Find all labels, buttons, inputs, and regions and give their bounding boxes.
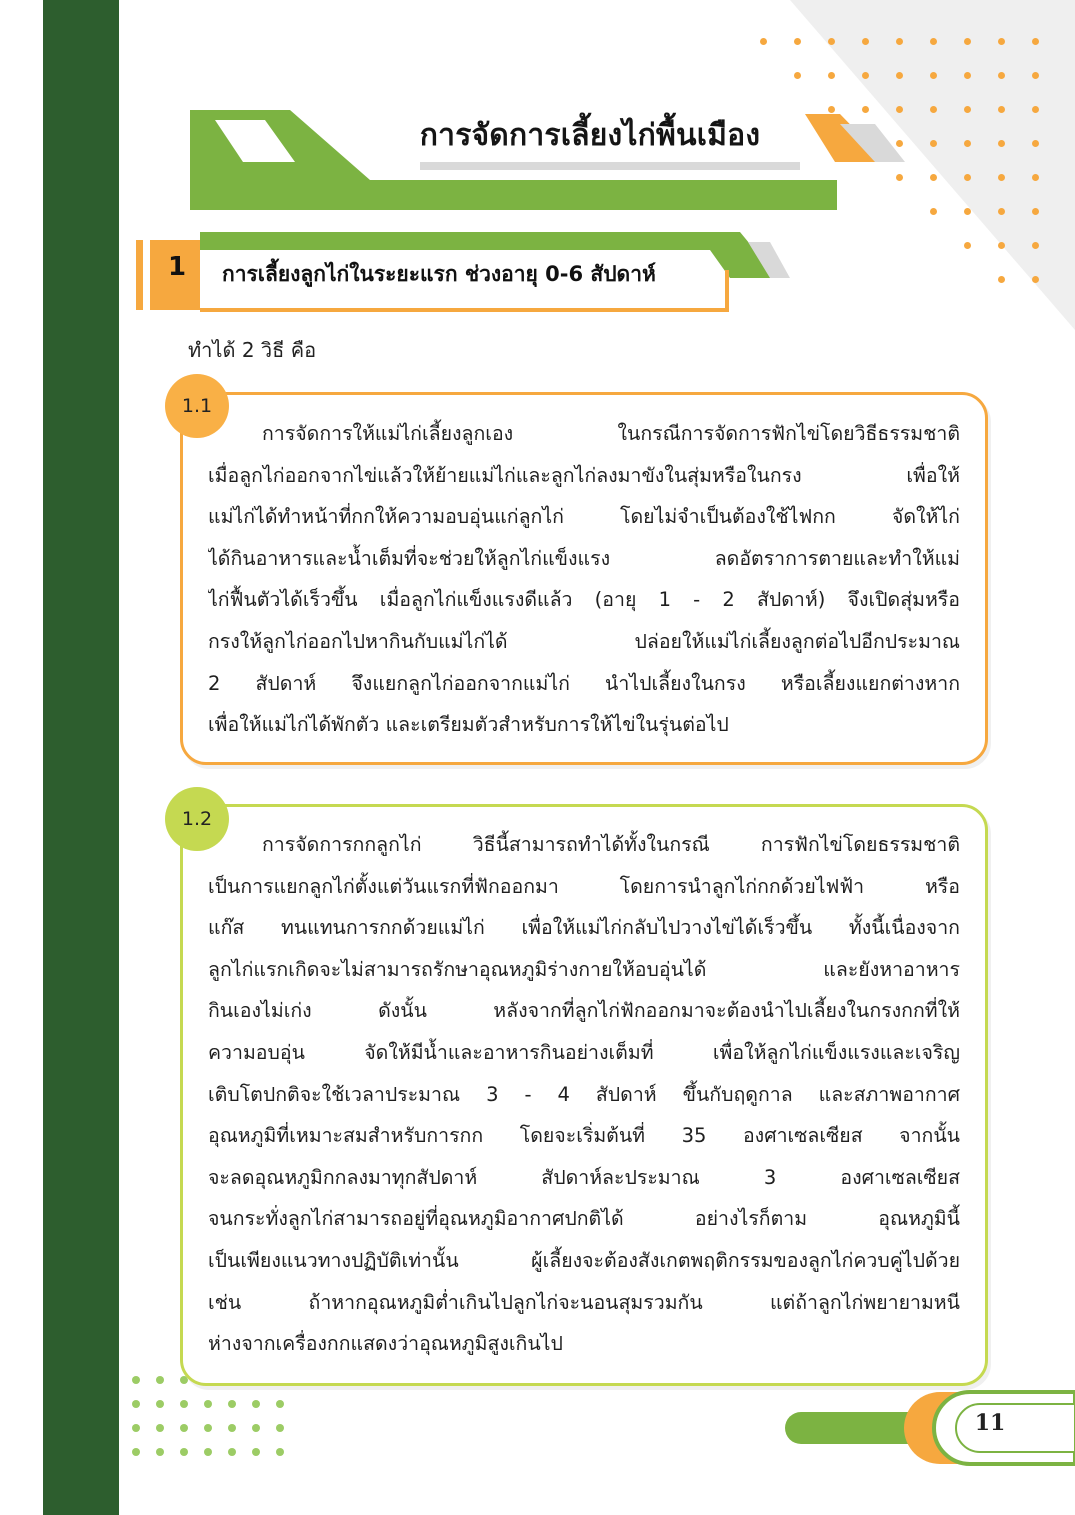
decor-dot: [964, 208, 971, 215]
page-number: 11: [974, 1410, 1006, 1436]
item-paragraph-1: [208, 413, 960, 746]
para-line: เช่น ถ้าหากอุณหภูมิต่ำเกินไปลูกไก่จะนอนสุมรวมกัน แต่ถ้าลูกไก่พยายามหนี: [208, 1290, 960, 1314]
decor-dot: [1032, 208, 1039, 215]
decor-dot: [1032, 276, 1039, 283]
decor-dot: [1032, 174, 1039, 181]
decor-dot: [1032, 106, 1039, 113]
decor-dot: [132, 1424, 140, 1432]
item-badge-2: 1.2: [165, 787, 229, 851]
item-badge-1: 1.1: [165, 374, 229, 438]
para-line: เมื่อลูกไก่ออกจากไข่แล้วให้ย้ายแม่ไก่และลูกไก่ลงมาขังในสุ่มหรือในกรง เพื่อให้: [208, 463, 960, 487]
decor-dot: [204, 1400, 212, 1408]
decor-dot: [1032, 72, 1039, 79]
decor-dot: [228, 1424, 236, 1432]
decor-dot: [930, 174, 937, 181]
decor-dot: [180, 1424, 188, 1432]
para-line: อุณหภูมิที่เหมาะสมสำหรับการกก โดยจะเริ่มต้นที่ 35 องศาเซลเซียส จากนั้น: [208, 1124, 960, 1148]
decor-dot: [964, 242, 971, 249]
decor-dot: [930, 106, 937, 113]
decor-dot: [998, 38, 1005, 45]
decor-dot: [964, 174, 971, 181]
decor-dot: [228, 1400, 236, 1408]
decor-dot: [252, 1424, 260, 1432]
para-line: เป็นการแยกลูกไก่ตั้งแต่วันแรกที่ฟักออกมา โดยการนำลูกไก่กกด้วยไฟฟ้า หรือ: [208, 874, 960, 898]
decor-dot: [156, 1400, 164, 1408]
page-title: การจัดการเลี้ยงไก่พื้นเมือง: [419, 118, 761, 153]
section-title: การเลี้ยงลูกไก่ในระยะแรก ช่วงอายุ 0-6 สัปดาห์: [222, 262, 656, 286]
decor-dot: [156, 1376, 164, 1384]
decor-dot: [828, 72, 835, 79]
decor-dot: [998, 242, 1005, 249]
decor-dot: [828, 38, 835, 45]
decor-dot: [794, 38, 801, 45]
decor-dot: [1032, 140, 1039, 147]
para-line: จนกระทั่งลูกไก่สามารถอยู่ที่อุณหภูมิอากาศปกติได้ อย่างไรก็ตาม อุณหภูมินี้: [208, 1207, 960, 1231]
para-line: เป็นเพียงแนวทางปฏิบัติเท่านั้น ผู้เลี้ยงจะต้องสังเกตพฤติกรรมของลูกไก่ควบคู่ไปด้วย: [208, 1248, 960, 1272]
intro-text: ทำได้ 2 วิธี คือ: [188, 338, 317, 362]
decor-dot: [156, 1424, 164, 1432]
decor-dot: [930, 208, 937, 215]
decor-dot: [180, 1400, 188, 1408]
decor-dot: [228, 1448, 236, 1456]
item-paragraph-2: [208, 824, 960, 1365]
para-line: เติบโตปกติจะใช้เวลาประมาณ 3 - 4 สัปดาห์ ขึ้นกับฤดูกาล และสภาพอากาศ: [208, 1082, 960, 1106]
decor-dot: [930, 38, 937, 45]
decor-dot: [276, 1448, 284, 1456]
decor-dot: [998, 72, 1005, 79]
decor-dot: [1032, 242, 1039, 249]
decor-dot: [930, 72, 937, 79]
decor-dot: [132, 1376, 140, 1384]
left-green-bar: [43, 0, 119, 1515]
decor-dot: [862, 72, 869, 79]
decor-dot: [132, 1448, 140, 1456]
decor-dot: [896, 72, 903, 79]
decor-dot: [132, 1400, 140, 1408]
decor-dot: [204, 1448, 212, 1456]
decor-dot: [998, 140, 1005, 147]
decor-dot: [896, 38, 903, 45]
para-line: ความอบอุ่น จัดให้มีน้ำและอาหารกินอย่างเต็มที่ เพื่อให้ลูกไก่แข็งแรงและเจริญ: [208, 1040, 960, 1064]
decor-dot: [998, 276, 1005, 283]
decor-dot: [1032, 38, 1039, 45]
para-line: ห่างจากเครื่องกกแสดงว่าอุณหภูมิสูงเกินไป: [208, 1332, 563, 1356]
page-number-graphic: [780, 1388, 1075, 1468]
para-line: 2 สัปดาห์ จึงแยกลูกไก่ออกจากแม่ไก่ นำไปเลี้ยงในกรง หรือเลี้ยงแยกต่างหาก: [208, 671, 960, 695]
decor-dot: [998, 174, 1005, 181]
para-line: แก๊ส ทนแทนการกกด้วยแม่ไก่ เพื่อให้แม่ไก่กลับไปวางไข่ได้เร็วขึ้น ทั้งนี้เนื่องจาก: [208, 916, 960, 940]
decor-dot: [760, 38, 767, 45]
decor-dot: [964, 106, 971, 113]
decor-dot: [180, 1448, 188, 1456]
para-line: ไก่ฟื้นตัวได้เร็วขึ้น เมื่อลูกไก่แข็งแรงดีแล้ว (อายุ 1 - 2 สัปดาห์) จึงเปิดสุ่มหรือ: [208, 588, 960, 612]
decor-dot: [252, 1400, 260, 1408]
decor-dot: [964, 72, 971, 79]
decor-dot: [930, 140, 937, 147]
para-line: ได้กินอาหารและน้ำเต็มที่จะช่วยให้ลูกไก่แข็งแรง ลดอัตราการตายและทำให้แม่: [208, 546, 960, 570]
para-line: จะลดอุณหภูมิกกลงมาทุกสัปดาห์ สัปดาห์ละประมาณ 3 องศาเซลเซียส: [208, 1165, 960, 1189]
decor-dot: [276, 1424, 284, 1432]
decor-dot: [964, 140, 971, 147]
decor-dot: [204, 1424, 212, 1432]
para-line: แม่ไก่ได้ทำหน้าที่กกให้ความอบอุ่นแก่ลูกไก่ โดยไม่จำเป็นต้องใช้ไฟกก จัดให้ไก่: [208, 505, 960, 529]
para-line: เพื่อให้แม่ไก่ได้พักตัว และเตรียมตัวสำหรับการให้ไข่ในรุ่นต่อไป: [208, 713, 729, 737]
para-line: กรงให้ลูกไก่ออกไปหากินกับแม่ไก่ได้ ปล่อยให้แม่ไก่เลี้ยงลูกต่อไปอีกประมาณ: [208, 629, 960, 653]
decor-dot: [998, 208, 1005, 215]
decor-dot: [156, 1448, 164, 1456]
decor-dot: [862, 38, 869, 45]
para-line: การจัดการให้แม่ไก่เลี้ยงลูกเอง ในกรณีการจัดการฟักไข่โดยวิธีธรรมชาติ: [262, 422, 960, 445]
decor-dot: [794, 72, 801, 79]
decor-dot: [998, 106, 1005, 113]
section-number: 1: [167, 252, 187, 282]
decor-dot: [964, 38, 971, 45]
para-line: กินเองไม่เก่ง ดังนั้น หลังจากที่ลูกไก่ฟักออกมาจะต้องนำไปเลี้ยงในกรงกกที่ให้: [208, 999, 960, 1023]
decor-dot: [252, 1448, 260, 1456]
para-line: ลูกไก่แรกเกิดจะไม่สามารถรักษาอุณหภูมิร่างกายให้อบอุ่นได้ และยังหาอาหาร: [208, 957, 960, 981]
para-line: การจัดการกกลูกไก่ วิธีนี้สามารถทำได้ทั้งในกรณี การฟักไข่โดยธรรมชาติ: [262, 833, 960, 856]
decor-dot: [276, 1400, 284, 1408]
